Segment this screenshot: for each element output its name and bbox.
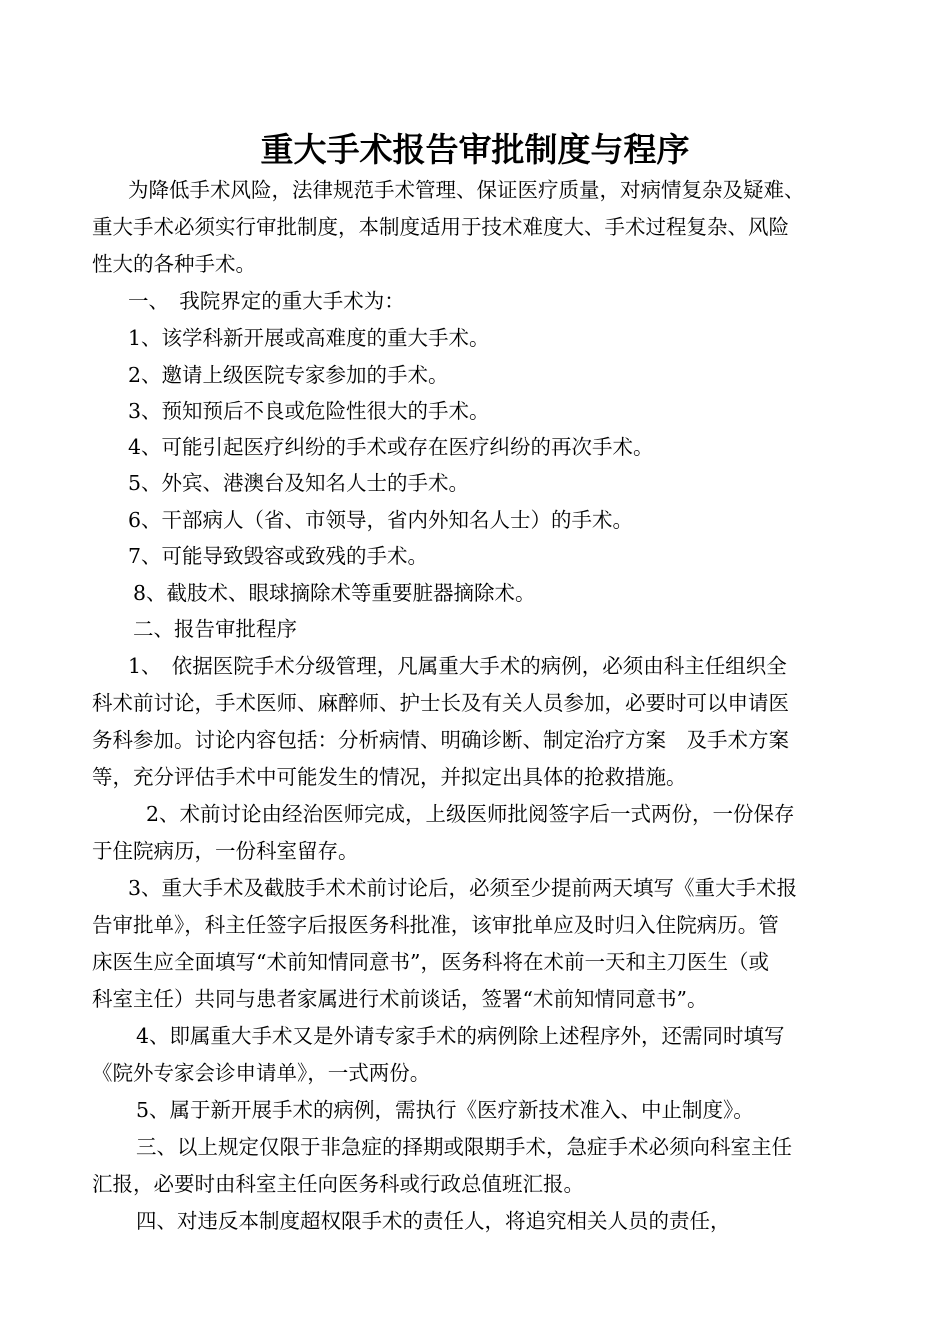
procedure-1-line-3: 务科参加。讨论内容包括：分析病情、明确诊断、制定治疗方案 及手术方案 [92,728,789,752]
document-title: 重大手术报告审批制度与程序 [260,130,690,169]
section-1-item-8: 8、截肢术、眼球摘除术等重要脏器摘除术。 [133,581,536,605]
section-1-item-2: 2、邀请上级医院专家参加的手术。 [128,363,449,387]
procedure-3-line-2: 告审批单》，科主任签字后报医务科批准，该审批单应及时归入住院病历。管 [92,913,779,937]
section-1-item-3: 3、预知预后不良或危险性很大的手术。 [128,399,490,423]
section-2-heading: 二、报告审批程序 [133,617,297,641]
section-1-item-4: 4、可能引起医疗纠纷的手术或存在医疗纠纷的再次手术。 [128,435,654,459]
section-1-item-7: 7、可能导致毁容或致残的手术。 [128,544,429,568]
intro-line-1: 为降低手术风险，法律规范手术管理、保证医疗质量，对病情复杂及疑难、 [128,178,805,202]
procedure-2-line-2: 于住院病历，一份科室留存。 [92,839,359,863]
section-1-heading: 一、 我院界定的重大手术为： [128,289,405,313]
procedure-3-line-3: 床医生应全面填写“术前知情同意书”，医务科将在术前一天和主刀医生（或 [92,950,769,974]
section-1-item-5: 5、外宾、港澳台及知名人士的手术。 [128,471,470,495]
section-4-line-1: 四、对违反本制度超权限手术的责任人，将追究相关人员的责任， [136,1209,731,1233]
procedure-5-line-1: 5、属于新开展手术的病例，需执行《医疗新技术准入、中止制度》。 [136,1098,754,1122]
procedure-1-line-4: 等，充分评估手术中可能发生的情况，并拟定出具体的抢救措施。 [92,765,687,789]
section-1-item-6: 6、干部病人（省、市领导，省内外知名人士）的手术。 [128,508,634,532]
section-1-item-1: 1、该学科新开展或高难度的重大手术。 [128,326,490,350]
section-3-line-2: 汇报，必要时由科室主任向医务科或行政总值班汇报。 [92,1172,584,1196]
procedure-4-line-1: 4、即属重大手术又是外请专家手术的病例除上述程序外，还需同时填写 [136,1024,785,1048]
procedure-1-line-1: 1、 依据医院手术分级管理，凡属重大手术的病例，必须由科主任组织全 [128,654,787,678]
procedure-3-line-4: 科室主任）共同与患者家属进行术前谈话，签署“术前知情同意书”。 [92,987,708,1011]
intro-line-2: 重大手术必须实行审批制度，本制度适用于技术难度大、手术过程复杂、风险 [92,215,789,239]
procedure-1-line-2: 科术前讨论，手术医师、麻醉师、护士长及有关人员参加，必要时可以申请医 [92,691,789,715]
procedure-3-line-1: 3、重大手术及截肢手术术前讨论后，必须至少提前两天填写《重大手术报 [128,876,798,900]
intro-line-3: 性大的各种手术。 [92,252,256,276]
procedure-2-line-1: 2、术前讨论由经治医师完成，上级医师批阅签字后一式两份，一份保存 [146,802,795,826]
procedure-4-line-2: 《院外专家会诊申请单》，一式两份。 [92,1061,431,1085]
section-3-line-1: 三、以上规定仅限于非急症的择期或限期手术，急症手术必须向科室主任 [136,1135,792,1159]
